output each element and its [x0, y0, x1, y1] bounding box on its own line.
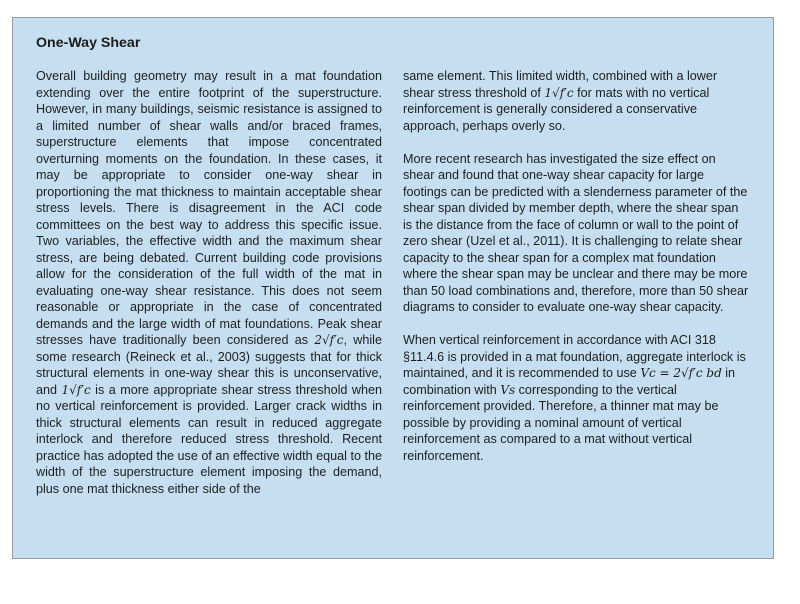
left-column [36, 68, 382, 497]
math-vs: Vs [500, 382, 516, 397]
right-p3-text-a: When vertical reinforcement in accordance with ACI 318 §11.4.6 is provided in a mat foundation, aggregate interlock is maintained, and it is recommended to use [403, 333, 746, 380]
math-1-sqrt-fc: 1√f′c [61, 382, 91, 397]
sidebar-box [12, 17, 774, 559]
math-1-sqrt-fc: 1√f′c [544, 85, 574, 100]
right-paragraph-3 [403, 332, 749, 464]
right-paragraph-2: More recent research has investigated the size effect on shear and found that one-way shear capacity for large footings can be predicted with a slenderness parameter of the shear span divided by member depth, where the shear span is the distance from the face of column or wall to the point of zero shear (Uzel et al., 2011). It is challenging to relate shear capacity to the shear span for a complex mat foundation where the shear span may be unclear and there may be more than 50 load combinations and, therefore, more than 50 shear diagrams to consider to evaluate one-way shear capacity. [403, 151, 749, 314]
left-paragraph [36, 68, 382, 497]
math-vc-equation: Vc = 2√f′c bd [640, 366, 722, 380]
math-2-sqrt-fc: 2√f′c [314, 333, 344, 347]
left-text-a: Overall building geometry may result in a mat foundation extending over the entire footprint of the superstructure. However, in many buildings, seismic resistance is assigned to a limited number of shear walls and/or braced frames, superstructure elements that impose concentrated overturning moments on the foundation. In these cases, it may be appropriate to consider one-way shear in proportioning the mat thickness to maintain acceptable shear stress levels. There is disagreement in the ACI code committees on the best way to address this specific issue. Two variables, the effective width and the maximum shear stress, are being debated. Current building code provisions allow for the consideration of the full width of the mat in evaluating one-way shear resistance. This does not seem reasonable or appropriate in the case of concentrated demands and the large width of mat foundations. Peak shear stresses have traditionally been considered as [36, 69, 382, 347]
sidebar-title: One-Way Shear [36, 35, 141, 51]
left-text-c: is a more appropriate shear stress threshold when no vertical reinforcement is provided. Larger crack widths in thick structural elements can result in reduced aggregate interlock and therefore reduced stress threshold. Recent practice has adopted the use of an effective width equal to the width of the superstructure element imposing the demand, plus one mat thickness either side of the [36, 382, 382, 496]
right-p1-text-b: for mats with no vertical reinforcement is generally considered a conservative approach, perhaps overly so. [403, 85, 710, 133]
right-p3-text-b: in combination with [403, 366, 736, 397]
left-text-b: , while some research (Reineck et al., 2003) suggests that for thick structural elements in one-way shear this is unconservative, and [36, 333, 382, 397]
right-column [403, 68, 749, 464]
right-p1-text-a: same element. This limited width, combined with a lower shear stress threshold of [403, 69, 718, 100]
right-paragraph-1 [403, 68, 749, 134]
right-p3-text-c: corresponding to the vertical reinforcement provided. Therefore, a thinner mat may be possible by providing a nominal amount of vertical reinforcement as compared to a mat without vertical reinforcement. [403, 382, 719, 463]
